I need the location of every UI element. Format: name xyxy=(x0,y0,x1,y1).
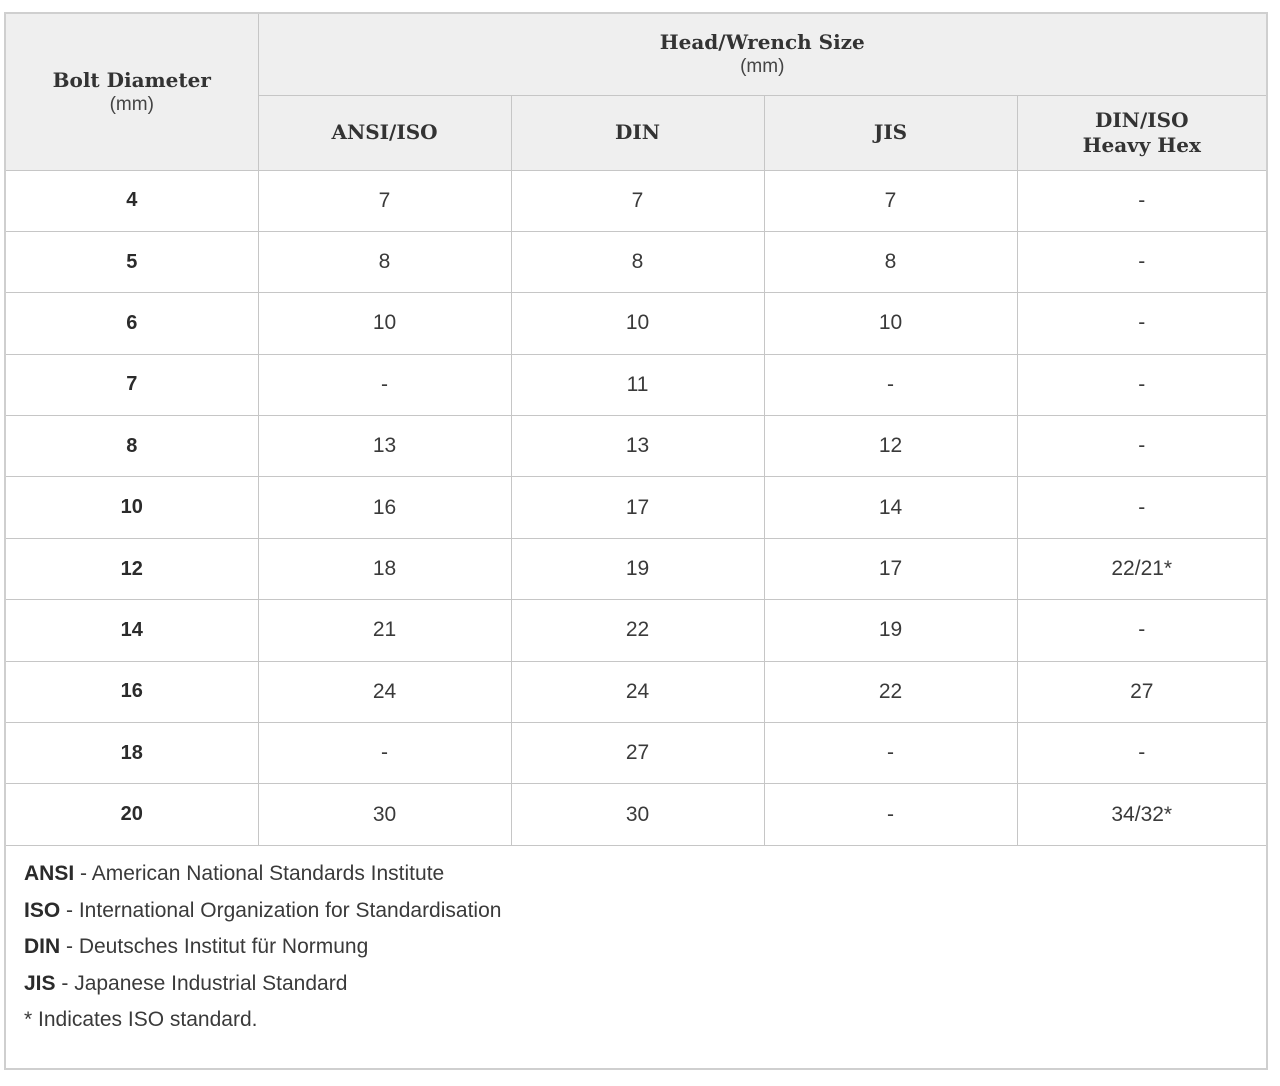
column-header-label: DIN xyxy=(615,120,660,144)
bolt-diameter-header xyxy=(6,14,258,170)
cell-din: 8 xyxy=(511,231,764,292)
cell-ansi-iso: - xyxy=(258,354,511,415)
cell-din: 22 xyxy=(511,600,764,661)
column-header-label: JIS xyxy=(873,120,908,144)
legend-item xyxy=(24,929,1248,966)
cell-din: 27 xyxy=(511,723,764,784)
cell-jis: - xyxy=(764,354,1017,415)
column-header-din-iso-heavy-hex xyxy=(1017,95,1266,170)
table-row xyxy=(6,600,1266,661)
cell-jis: - xyxy=(764,723,1017,784)
cell-jis: 7 xyxy=(764,170,1017,231)
cell-bolt-diameter: 14 xyxy=(6,600,258,661)
head-wrench-size-label: Head/Wrench Size xyxy=(659,30,865,55)
cell-jis: 8 xyxy=(764,231,1017,292)
legend-description: - International Organization for Standardisation xyxy=(60,898,502,922)
cell-ansi-iso: 30 xyxy=(258,784,511,845)
cell-bolt-diameter: 6 xyxy=(6,293,258,354)
legend-description: - Japanese Industrial Standard xyxy=(55,971,348,995)
legend-abbreviation: ISO xyxy=(24,898,61,922)
legend-abbreviation: JIS xyxy=(24,971,56,995)
bolt-size-chart xyxy=(4,12,1268,1070)
cell-jis: 22 xyxy=(764,661,1017,722)
legend xyxy=(24,856,1248,1039)
cell-din: 30 xyxy=(511,784,764,845)
column-header-jis xyxy=(764,95,1017,170)
legend-abbreviation: ANSI xyxy=(24,862,75,885)
cell-jis: 14 xyxy=(764,477,1017,538)
table-row xyxy=(6,416,1266,477)
cell-din: 11 xyxy=(511,354,764,415)
legend-item xyxy=(24,856,1248,893)
cell-din-iso-heavy-hex: 34/32* xyxy=(1017,784,1266,845)
cell-bolt-diameter: 10 xyxy=(6,477,258,538)
header-row-top xyxy=(6,14,1266,95)
table-row xyxy=(6,231,1266,292)
cell-din-iso-heavy-hex: - xyxy=(1017,293,1266,354)
cell-jis: - xyxy=(764,784,1017,845)
column-header-label: DIN/ISO xyxy=(1094,107,1189,132)
table-body xyxy=(6,170,1266,845)
cell-ansi-iso: 8 xyxy=(258,231,511,292)
cell-jis: 17 xyxy=(764,538,1017,599)
legend-description: - American National Standards Institute xyxy=(74,862,445,885)
legend-description: - Deutsches Institut für Normung xyxy=(60,935,369,958)
cell-din-iso-heavy-hex: - xyxy=(1017,416,1266,477)
cell-din-iso-heavy-hex: - xyxy=(1017,600,1266,661)
cell-bolt-diameter: 12 xyxy=(6,538,258,599)
cell-bolt-diameter: 7 xyxy=(6,354,258,415)
head-wrench-size-header xyxy=(258,14,1266,95)
cell-bolt-diameter: 5 xyxy=(6,231,258,292)
table-row xyxy=(6,538,1266,599)
table-row xyxy=(6,723,1266,784)
cell-din: 24 xyxy=(511,661,764,722)
cell-bolt-diameter: 8 xyxy=(6,416,258,477)
cell-din-iso-heavy-hex: - xyxy=(1017,170,1266,231)
column-header-ansi-iso xyxy=(258,95,511,170)
cell-din: 13 xyxy=(511,416,764,477)
cell-ansi-iso: 21 xyxy=(258,600,511,661)
column-header-label: ANSI/ISO xyxy=(331,120,438,144)
iso-standard-note: * Indicates ISO standard. xyxy=(24,1008,258,1031)
cell-din-iso-heavy-hex: 27 xyxy=(1017,661,1266,722)
legend-item xyxy=(24,893,1248,930)
table-row xyxy=(6,661,1266,722)
cell-ansi-iso: 7 xyxy=(258,170,511,231)
cell-jis: 10 xyxy=(764,293,1017,354)
table-row xyxy=(6,784,1266,845)
cell-din-iso-heavy-hex: - xyxy=(1017,723,1266,784)
cell-ansi-iso: 10 xyxy=(258,293,511,354)
cell-bolt-diameter: 18 xyxy=(6,723,258,784)
column-header-label: Heavy Hex xyxy=(1082,132,1201,157)
legend-item xyxy=(24,966,1248,1003)
cell-ansi-iso: 13 xyxy=(258,416,511,477)
cell-din: 19 xyxy=(511,538,764,599)
cell-din-iso-heavy-hex: - xyxy=(1017,231,1266,292)
bolt-diameter-unit: (mm) xyxy=(109,93,154,115)
cell-din: 7 xyxy=(511,170,764,231)
cell-bolt-diameter: 4 xyxy=(6,170,258,231)
cell-jis: 19 xyxy=(764,600,1017,661)
cell-jis: 12 xyxy=(764,416,1017,477)
cell-bolt-diameter: 16 xyxy=(6,661,258,722)
head-wrench-size-unit: (mm) xyxy=(740,56,785,78)
cell-bolt-diameter: 20 xyxy=(6,784,258,845)
cell-din: 17 xyxy=(511,477,764,538)
bolt-diameter-label: Bolt Diameter xyxy=(52,67,211,92)
legend-abbreviation: DIN xyxy=(24,935,61,958)
cell-din-iso-heavy-hex: - xyxy=(1017,477,1266,538)
bolt-wrench-size-table xyxy=(6,14,1266,846)
cell-din-iso-heavy-hex: 22/21* xyxy=(1017,538,1266,599)
table-row xyxy=(6,293,1266,354)
table-row xyxy=(6,477,1266,538)
cell-ansi-iso: 16 xyxy=(258,477,511,538)
cell-din-iso-heavy-hex: - xyxy=(1017,354,1266,415)
cell-ansi-iso: 24 xyxy=(258,661,511,722)
column-header-din xyxy=(511,95,764,170)
cell-ansi-iso: - xyxy=(258,723,511,784)
cell-din: 10 xyxy=(511,293,764,354)
table-row xyxy=(6,170,1266,231)
cell-ansi-iso: 18 xyxy=(258,538,511,599)
table-row xyxy=(6,354,1266,415)
